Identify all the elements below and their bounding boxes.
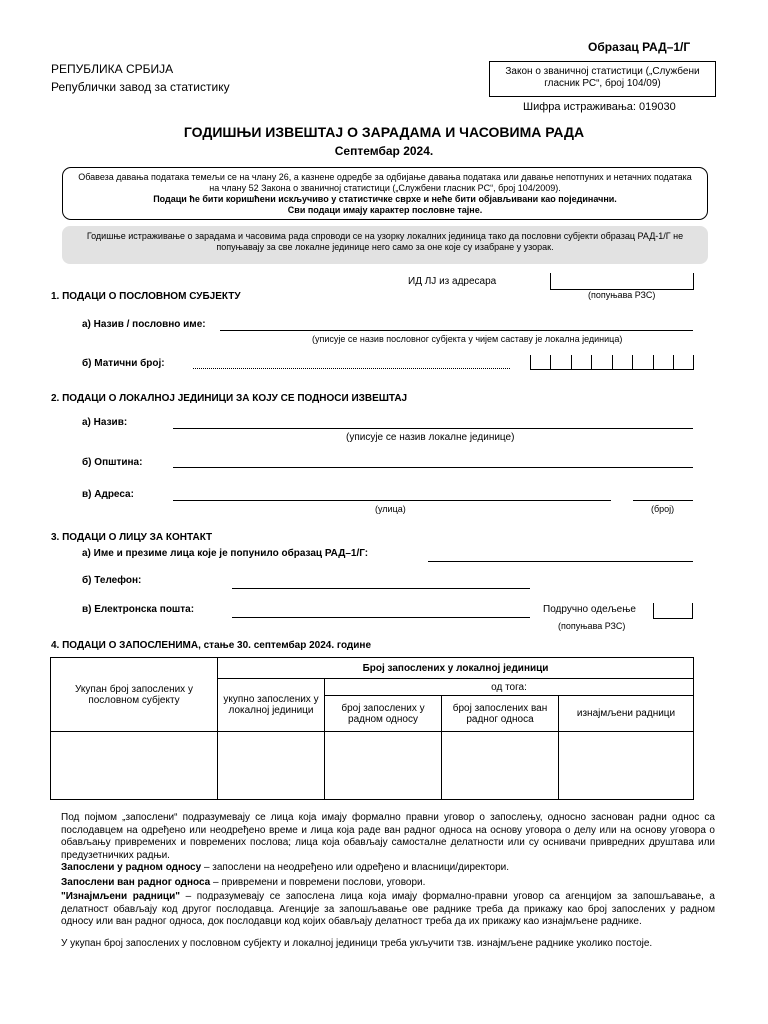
note-outside-text: – привремени и повремени послови, уговори. [210, 877, 426, 888]
unit-name-field[interactable] [173, 428, 693, 429]
law-reference-text: Закон о званичној статистици („Службени гласник РС“, број 104/09) [505, 66, 700, 89]
note-leased-term: "Изнајмљени радници" [61, 891, 180, 902]
section3-title: 3. ПОДАЦИ О ЛИЦУ ЗА КОНТАКТ [51, 532, 213, 543]
street-hint: (улица) [375, 504, 406, 514]
legal-notice-secret: Сви подаци имају карактер пословне тајне. [287, 205, 483, 215]
business-name-hint: (уписује се назив пословног субјекта у чијем саставу је локална јединица) [312, 334, 623, 344]
input-total-subject[interactable] [51, 732, 218, 800]
law-reference-box [489, 61, 716, 97]
digit-cell [632, 355, 633, 369]
legal-notice-confidential: Подаци ће бити коришћени искључиво у статистичке сврхе и неће бити објављивани као појединачни. [153, 194, 617, 204]
id-lj-note: (попуњава РЗС) [588, 290, 656, 300]
section4-title: 4. ПОДАЦИ О ЗАПОСЛЕНИМА, стање 30. септембар 2024. године [51, 640, 372, 651]
sample-info-box [62, 226, 708, 264]
header-outside-employment: број запослених ван радног односа [442, 696, 559, 732]
email-field[interactable] [232, 617, 530, 618]
header-employed: број запослених у радном односу [325, 696, 442, 732]
address-label: в) Адреса: [82, 489, 134, 500]
input-outside-employment[interactable] [442, 732, 559, 800]
note-employed [61, 862, 715, 875]
page-period: Септембар 2024. [334, 144, 434, 158]
digit-cell [530, 355, 531, 369]
registration-number-label: б) Матични број: [82, 358, 165, 369]
country-name: РЕПУБЛИКА СРБИЈА [51, 62, 174, 76]
note-employees-definition: Под појмом „запослени“ подразумевају се лица која имају формално правни уговор о запослењу, односно заснован радни однос са послодавцем на одређено или неодређено време и лица која раде ван радног односа на основу уговора о делу или на основу уговора о обављању привремених и повремених послова; лица која обављају самосталне делатности или су оснивачи привредних друштава или предузетничких радњи. [61, 812, 715, 861]
page-title: ГОДИШЊИ ИЗВЕШТАЈ О ЗАРАДАМА И ЧАСОВИМА РАДА [183, 124, 585, 140]
regional-office-field[interactable] [653, 603, 693, 619]
digit-cell [571, 355, 572, 369]
header-total-unit: укупно запослених у локалној јединици [218, 679, 325, 732]
note-leased [61, 891, 715, 929]
employees-table [50, 657, 694, 800]
id-lj-label: ИД ЛЈ из адресара [408, 276, 497, 287]
digit-cell [653, 355, 654, 369]
digit-cell [612, 355, 613, 369]
regional-office-note: (попуњава РЗС) [558, 621, 626, 631]
institute-name: Републички завод за статистику [51, 80, 230, 94]
municipality-label: б) Општина: [82, 457, 143, 468]
digit-cell [550, 355, 551, 369]
note-total-inclusion: У укупан број запослених у пословном субјекту и локалној јединици треба укључити тзв. изнајмљене раднике уколико постоје. [61, 938, 653, 949]
unit-name-label: а) Назив: [82, 417, 128, 428]
note-employed-text: – запослени на неодређено или одређено и власници/директори. [201, 862, 510, 873]
id-lj-field[interactable] [550, 273, 694, 290]
email-label: в) Електронска пошта: [82, 604, 195, 615]
digit-cell [673, 355, 674, 369]
house-number-field[interactable] [633, 500, 693, 501]
municipality-field[interactable] [173, 467, 693, 468]
input-total-unit[interactable] [218, 732, 325, 800]
section2-title: 2. ПОДАЦИ О ЛОКАЛНОЈ ЈЕДИНИЦИ ЗА КОЈУ СЕ ПОДНОСИ ИЗВЕШТАЈ [51, 393, 408, 404]
business-name-label: а) Назив / пословно име: [82, 319, 206, 330]
registration-dotted-leader [193, 368, 510, 369]
contact-person-label: а) Име и презиме лица које је попунило образац РАД–1/Г: [82, 548, 369, 559]
regional-office-label: Подручно одељење [543, 604, 636, 615]
input-employed[interactable] [325, 732, 442, 800]
digit-cell [591, 355, 592, 369]
header-leased-workers: изнајмљени радници [559, 696, 694, 732]
note-leased-text: – подразумевају се запослена лица која имају формално-правни уговор са агенцијом за запошљавање, а делатност обављају код другог послодавца. Агенције за запошљавање ове раднике треба да прикажу као број запослених у радном односу или ван радног односа, док послодавци код којих обављају делатност треба да их прикажу као изнајмљене раднике. [61, 891, 715, 927]
note-employed-term: Запослени у радном односу [61, 862, 202, 873]
form-code: Образац РАД–1/Г [588, 40, 691, 54]
header-total-subject: Укупан број запослених у пословном субјекту [51, 658, 218, 732]
unit-name-hint: (уписује се назив локалне јединице) [346, 432, 515, 443]
contact-person-field[interactable] [428, 561, 693, 562]
business-name-field[interactable] [220, 330, 693, 331]
header-of-which: од тога: [325, 679, 694, 696]
phone-field[interactable] [232, 588, 530, 589]
phone-label: б) Телефон: [82, 575, 142, 586]
sample-info-text: Годишње истраживање о зарадама и часовима рада спроводи се на узорку локалних јединица тако да пословни субјекти образац РАД-1/Г не попуњавају за све локалне јединице него само за оне које су изабране у узорак. [86, 231, 684, 252]
survey-code: Шифра истраживања: 019030 [523, 101, 676, 113]
street-field[interactable] [173, 500, 611, 501]
legal-notice-text: Обавеза давања података темељи се на члану 26, а казнене одредбе за одбијање давања података или давање непотпуних и нетачних података на члану 52 Закона о званичној статистици („Службени гласник РС“, број 104/2009). [78, 172, 692, 193]
input-leased-workers[interactable] [559, 732, 694, 800]
note-outside-term: Запослени ван радног односа [61, 877, 211, 888]
note-outside [61, 877, 715, 890]
legal-notice-box [62, 167, 708, 220]
registration-number-field[interactable] [530, 355, 694, 370]
number-hint: (број) [651, 504, 675, 514]
section1-title: 1. ПОДАЦИ О ПОСЛОВНОМ СУБЈЕКТУ [51, 291, 241, 302]
header-unit-employees: Број запослених у локалној јединици [218, 658, 694, 679]
digit-cell [693, 355, 694, 369]
